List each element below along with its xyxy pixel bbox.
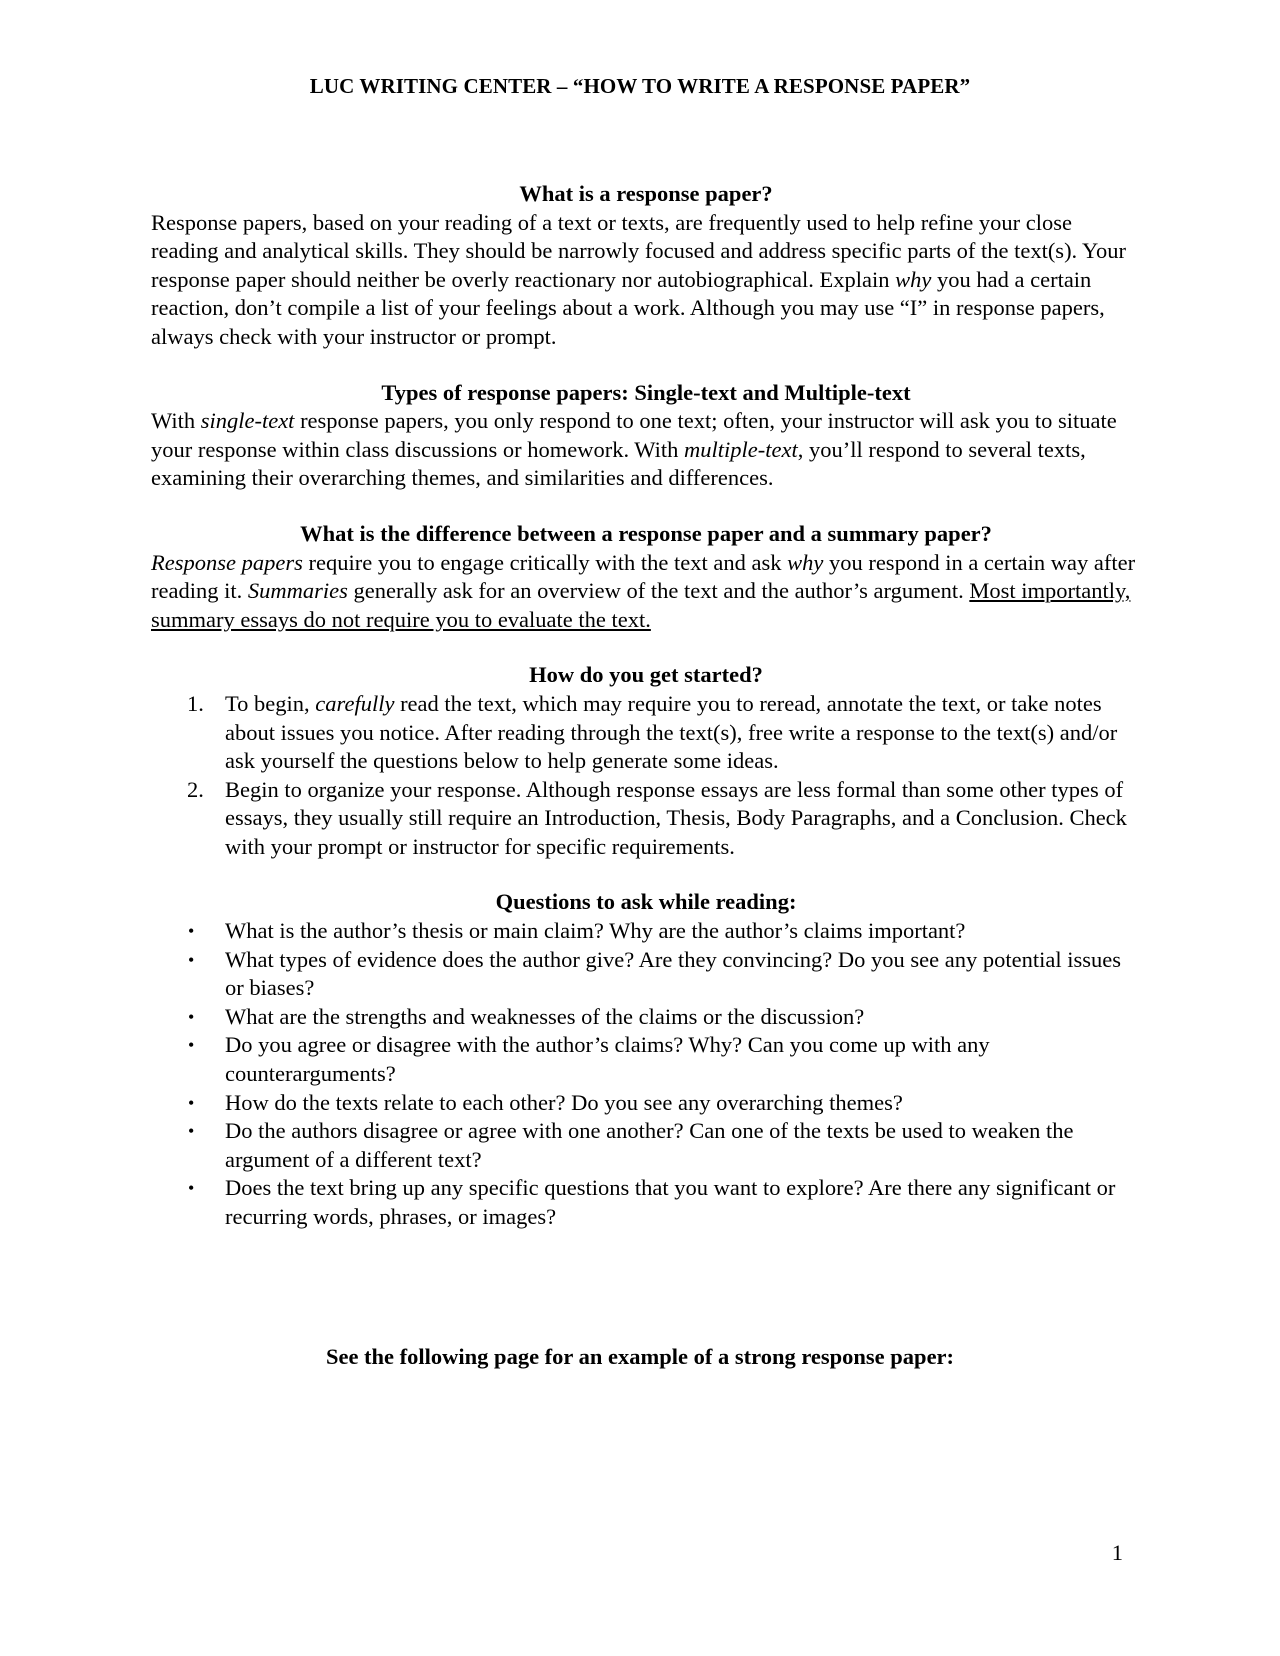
- paragraph: [151, 549, 1141, 635]
- text-run: What types of evidence does the author give? Are they convincing? Do you see any potential issues or biases?: [225, 946, 1121, 1001]
- bullet-list: [151, 917, 1141, 1232]
- bullet-icon: •: [188, 1006, 195, 1027]
- text-run: What is the author’s thesis or main claim? Why are the author’s claims important?: [225, 918, 966, 944]
- bullet-icon: •: [188, 1121, 195, 1142]
- bullet-icon: •: [188, 1092, 195, 1113]
- list-item: [151, 1174, 1141, 1231]
- paragraph: [151, 209, 1141, 352]
- italic-text: carefully: [315, 690, 395, 716]
- text-run: How do the texts relate to each other? Do you see any overarching themes?: [225, 1089, 903, 1115]
- text-run: Begin to organize your response. Although response essays are less formal than some other types of essays, they usually still require an Introduction, Thesis, Body Paragraphs, and a Conclusion. Check with your prompt or instructor for specific requirements.: [225, 776, 1127, 859]
- text-run: Do you agree or disagree with the author’s claims? Why? Can you come up with any counterarguments?: [225, 1032, 990, 1087]
- section-heading: What is a response paper?: [519, 181, 773, 206]
- text-run: What are the strengths and weaknesses of the claims or the discussion?: [225, 1003, 865, 1029]
- text-run: With: [151, 408, 201, 434]
- italic-text: Response papers: [151, 549, 303, 575]
- italic-text: single-text: [200, 408, 295, 434]
- text-run: generally ask for an overview of the text and the author’s argument.: [347, 578, 970, 604]
- underlined-text: Most importantly, summary essays do not require you to evaluate the text.: [151, 578, 1131, 632]
- text-run: read the text, which may require you to reread, annotate the text, or take notes about issues you notice. After reading through the text(s), free write a response to the text(s) and/or ask yourself the questions below to help generate some ideas.: [225, 690, 1118, 774]
- text-run: , you’ll respond to several texts, examining their overarching themes, and similarities and differences.: [151, 436, 1086, 491]
- document-body: [151, 180, 1141, 1259]
- section-heading: Questions to ask while reading:: [495, 889, 797, 915]
- bullet-icon: •: [188, 1035, 195, 1056]
- section-heading: Types of response papers: Single-text and Multiple-text: [381, 379, 911, 405]
- italic-text: why: [895, 266, 932, 292]
- list-item: [151, 946, 1141, 1003]
- numbered-list: [151, 690, 1141, 862]
- section-what-is: [151, 180, 1141, 352]
- text-run: you had a certain reaction, don’t compile a list of your feelings about a work. Although you may use “I” in response papers, always check with your instructor or prompt.: [151, 266, 1105, 349]
- text-run: you respond in a certain way after reading it.: [151, 549, 1136, 604]
- page-number: 1: [1111, 1540, 1123, 1565]
- text-run: Response papers, based on your reading of a text or texts, are frequently used to help refine your close reading and analytical skills. They should be narrowly focused and address specific parts of the text(s). Your response paper should neither be overly reactionary nor autobiographical. Explain: [151, 209, 1126, 292]
- section-difference: [151, 520, 1141, 634]
- section-types: [151, 379, 1141, 493]
- paragraph: [151, 407, 1141, 493]
- closing-note: See the following page for an example of a strong response paper:: [325, 1344, 955, 1369]
- section-get-started: [151, 661, 1141, 861]
- text-run: Does the text bring up any specific questions that you want to explore? Are there any significant or recurring words, phrases, or images?: [225, 1175, 1116, 1229]
- list-item: [151, 690, 1141, 776]
- section-questions: [151, 888, 1141, 1231]
- text-run: response papers, you only respond to one text; often, your instructor will ask you to situate your response within class discussions or homework. With: [151, 408, 1117, 462]
- document-title: LUC WRITING CENTER – “HOW TO WRITE A RESPONSE PAPER”: [309, 74, 971, 98]
- list-item: [151, 1003, 1141, 1032]
- italic-text: why: [787, 549, 824, 575]
- text-run: To begin,: [225, 690, 316, 716]
- list-item: [151, 776, 1141, 862]
- list-number: 2.: [187, 776, 204, 802]
- list-item: [151, 1117, 1141, 1174]
- bullet-icon: •: [188, 949, 195, 970]
- section-heading: How do you get started?: [529, 662, 763, 688]
- text-run: require you to engage critically with the text and ask: [302, 549, 788, 575]
- bullet-icon: •: [188, 921, 195, 942]
- text-run: Do the authors disagree or agree with one another? Can one of the texts be used to weaken the argument of a different text?: [225, 1118, 1074, 1172]
- list-number: 1.: [187, 690, 204, 716]
- bullet-icon: •: [188, 1178, 195, 1199]
- italic-text: Summaries: [247, 578, 348, 604]
- italic-text: multiple-text: [684, 436, 798, 462]
- list-item: [151, 1089, 1141, 1118]
- list-item: [151, 1031, 1141, 1088]
- list-item: [151, 917, 1141, 946]
- section-heading: What is the difference between a response paper and a summary paper?: [300, 520, 992, 546]
